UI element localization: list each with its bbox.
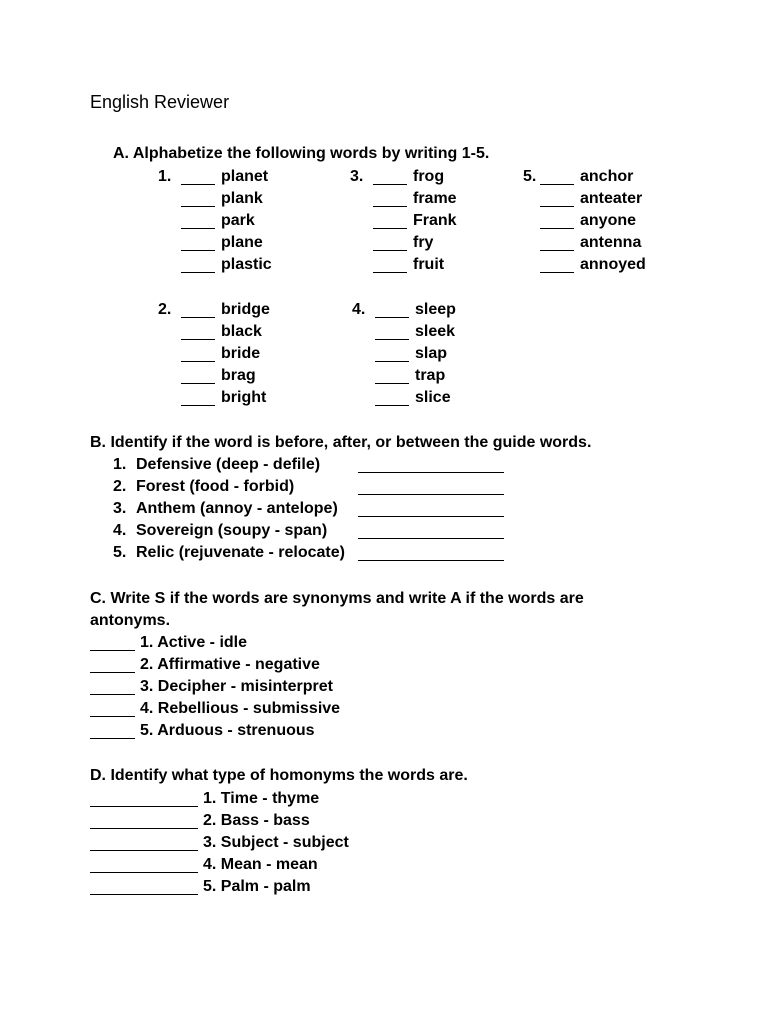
answer-blank[interactable]	[375, 325, 409, 340]
guide-word-question: Anthem (annoy - antelope)	[136, 500, 338, 517]
section-b-instruction: B. Identify if the word is before, after, or between the guide words.	[90, 434, 592, 451]
answer-blank[interactable]	[375, 369, 409, 384]
word-pair: 3. Decipher - misinterpret	[140, 678, 333, 695]
word-item: anteater	[580, 190, 643, 207]
word-item: slice	[415, 389, 451, 406]
answer-blank[interactable]	[181, 258, 215, 273]
word-item: plank	[221, 190, 263, 207]
answer-blank[interactable]	[90, 792, 198, 807]
section-c-instruction: C. Write S if the words are synonyms and write A if the words are	[90, 590, 584, 607]
word-item: bridge	[221, 301, 270, 318]
word-item: annoyed	[580, 256, 646, 273]
answer-blank[interactable]	[90, 814, 198, 829]
word-item: fry	[413, 234, 434, 251]
answer-blank[interactable]	[375, 391, 409, 406]
item-number: 1.	[113, 456, 127, 473]
word-item: frog	[413, 168, 445, 185]
homonym-pair: 3. Subject - subject	[203, 834, 349, 851]
answer-blank[interactable]	[540, 192, 574, 207]
answer-blank[interactable]	[373, 214, 407, 229]
group-number: 5.	[523, 168, 537, 185]
word-item: fruit	[413, 256, 445, 273]
item-number: 2.	[113, 478, 127, 495]
answer-blank[interactable]	[90, 658, 135, 673]
word-item: bride	[221, 345, 261, 362]
word-item: brag	[221, 367, 256, 384]
homonym-pair: 4. Mean - mean	[203, 856, 318, 873]
word-item: frame	[413, 190, 457, 207]
page-title: English Reviewer	[90, 92, 230, 112]
answer-blank[interactable]	[358, 458, 504, 473]
answer-blank[interactable]	[90, 858, 198, 873]
word-item: trap	[415, 367, 446, 384]
answer-blank[interactable]	[373, 170, 407, 185]
word-item: anyone	[580, 212, 637, 229]
answer-blank[interactable]	[90, 724, 135, 739]
word-item: black	[221, 323, 262, 340]
answer-blank[interactable]	[358, 524, 504, 539]
homonym-pair: 5. Palm - palm	[203, 878, 311, 895]
section-c-instruction-cont: antonyms.	[90, 612, 171, 629]
answer-blank[interactable]	[181, 214, 215, 229]
guide-word-question: Sovereign (soupy - span)	[136, 522, 328, 539]
answer-blank[interactable]	[181, 325, 215, 340]
word-item: bright	[221, 389, 267, 406]
word-pair: 5. Arduous - strenuous	[140, 722, 315, 739]
word-pair: 1. Active - idle	[140, 634, 247, 651]
answer-blank[interactable]	[90, 636, 135, 651]
word-item: plane	[221, 234, 263, 251]
homonym-pair: 2. Bass - bass	[203, 812, 310, 829]
homonym-pair: 1. Time - thyme	[203, 790, 320, 807]
word-item: park	[221, 212, 255, 229]
word-item: planet	[221, 168, 269, 185]
answer-blank[interactable]	[181, 236, 215, 251]
answer-blank[interactable]	[90, 680, 135, 695]
answer-blank[interactable]	[181, 170, 215, 185]
word-item: Frank	[413, 212, 457, 229]
guide-word-question: Relic (rejuvenate - relocate)	[136, 544, 345, 561]
answer-blank[interactable]	[181, 347, 215, 362]
guide-word-question: Forest (food - forbid)	[136, 478, 295, 495]
group-number: 4.	[352, 301, 366, 318]
answer-blank[interactable]	[375, 303, 409, 318]
guide-word-question: Defensive (deep - defile)	[136, 456, 321, 473]
group-number: 1.	[158, 168, 172, 185]
item-number: 4.	[113, 522, 127, 539]
word-item: slap	[415, 345, 448, 362]
answer-blank[interactable]	[373, 236, 407, 251]
answer-blank[interactable]	[90, 836, 198, 851]
answer-blank[interactable]	[90, 702, 135, 717]
section-a-instruction: A. Alphabetize the following words by writing 1-5.	[113, 145, 490, 162]
answer-blank[interactable]	[358, 546, 504, 561]
item-number: 3.	[113, 500, 127, 517]
answer-blank[interactable]	[181, 369, 215, 384]
item-number: 5.	[113, 544, 127, 561]
answer-blank[interactable]	[540, 258, 574, 273]
section-d-instruction: D. Identify what type of homonyms the words are.	[90, 767, 468, 784]
answer-blank[interactable]	[181, 192, 215, 207]
word-item: anchor	[580, 168, 634, 185]
answer-blank[interactable]	[181, 391, 215, 406]
answer-blank[interactable]	[373, 258, 407, 273]
word-item: sleep	[415, 301, 456, 318]
answer-blank[interactable]	[540, 214, 574, 229]
group-number: 3.	[350, 168, 364, 185]
answer-blank[interactable]	[540, 170, 574, 185]
answer-blank[interactable]	[90, 880, 198, 895]
answer-blank[interactable]	[375, 347, 409, 362]
word-item: sleek	[415, 323, 456, 340]
word-item: antenna	[580, 234, 642, 251]
answer-blank[interactable]	[540, 236, 574, 251]
group-number: 2.	[158, 301, 172, 318]
answer-blank[interactable]	[358, 502, 504, 517]
word-pair: 2. Affirmative - negative	[140, 656, 320, 673]
answer-blank[interactable]	[358, 480, 504, 495]
word-item: plastic	[221, 256, 272, 273]
word-pair: 4. Rebellious - submissive	[140, 700, 341, 717]
answer-blank[interactable]	[181, 303, 215, 318]
answer-blank[interactable]	[373, 192, 407, 207]
